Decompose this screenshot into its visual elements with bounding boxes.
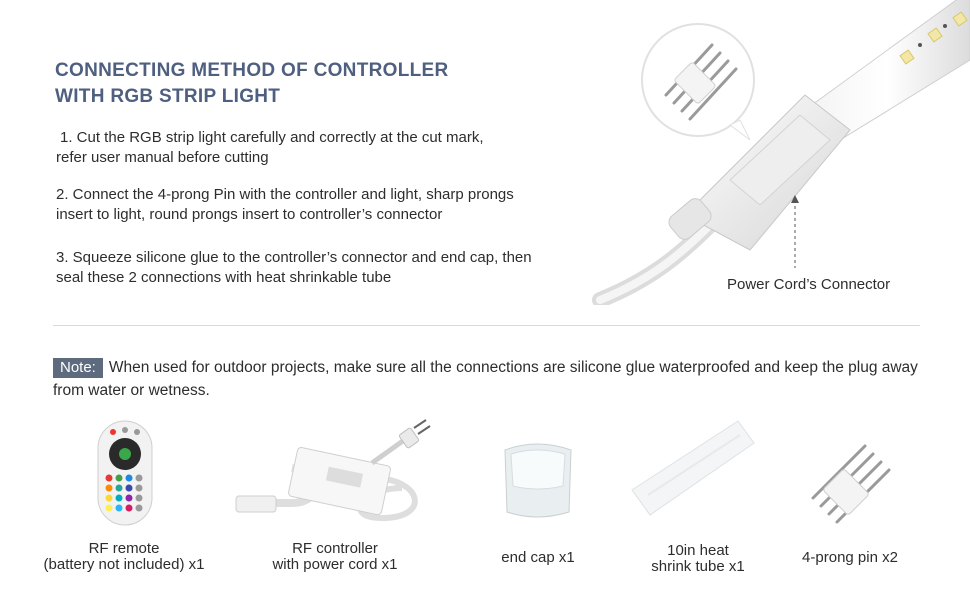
product-label-end-cap	[488, 550, 588, 566]
product-label-rf-controller-line-1: RF controller	[292, 540, 378, 557]
step-3	[56, 248, 532, 288]
four-prong-pin-image	[803, 436, 893, 526]
step-3-line-1: 3. Squeeze silicone glue to the controller’s connector and end cap, then	[56, 249, 532, 266]
product-label-four-prong-pin-line-1: 4-prong pin x2	[802, 549, 898, 566]
heat-shrink-tube-image	[628, 415, 758, 525]
rf-remote-image	[95, 418, 155, 528]
rf-controller-image	[232, 418, 442, 528]
product-label-four-prong-pin	[790, 550, 910, 566]
product-label-heat-shrink-tube-line-1: 10in heat	[667, 542, 729, 559]
product-label-heat-shrink-tube	[636, 543, 760, 575]
power-cord-connector-label: Power Cord’s Connector	[727, 276, 891, 293]
end-cap-image	[497, 440, 577, 522]
product-label-heat-shrink-tube-line-2: shrink tube x1	[651, 558, 745, 575]
step-1	[56, 128, 484, 168]
step-2-line-2: insert to light, round prongs insert to controller’s connector	[56, 206, 443, 223]
product-label-rf-remote-line-2: (battery not included) x1	[43, 556, 205, 573]
product-label-end-cap-line-1: end cap x1	[501, 549, 575, 566]
title-line-1: CONNECTING METHOD OF CONTROLLER	[55, 60, 449, 81]
step-2-line-1: 2. Connect the 4-prong Pin with the controller and light, sharp prongs	[56, 186, 514, 203]
section-divider	[53, 325, 920, 326]
step-3-line-2: seal these 2 connections with heat shrinkable tube	[56, 269, 392, 286]
product-label-rf-remote	[37, 541, 211, 573]
step-2	[56, 185, 514, 225]
title-line-2: WITH RGB STRIP LIGHT	[55, 86, 281, 107]
page-title	[55, 58, 449, 110]
note-badge: Note:	[53, 358, 103, 378]
note-text: When used for outdoor projects, make sure all the connections are silicone glue waterproofed and keep the plug away from water or wetness.	[53, 359, 918, 399]
product-label-rf-remote-line-1: RF remote	[88, 540, 160, 557]
step-1-line-1: 1. Cut the RGB strip light carefully and correctly at the cut mark,	[60, 129, 484, 146]
note-block	[53, 356, 923, 402]
product-label-rf-controller	[258, 541, 412, 573]
strip-connector-illustration	[590, 0, 970, 305]
step-1-line-2: refer user manual before cutting	[56, 149, 269, 166]
product-label-rf-controller-line-2: with power cord x1	[272, 556, 398, 573]
